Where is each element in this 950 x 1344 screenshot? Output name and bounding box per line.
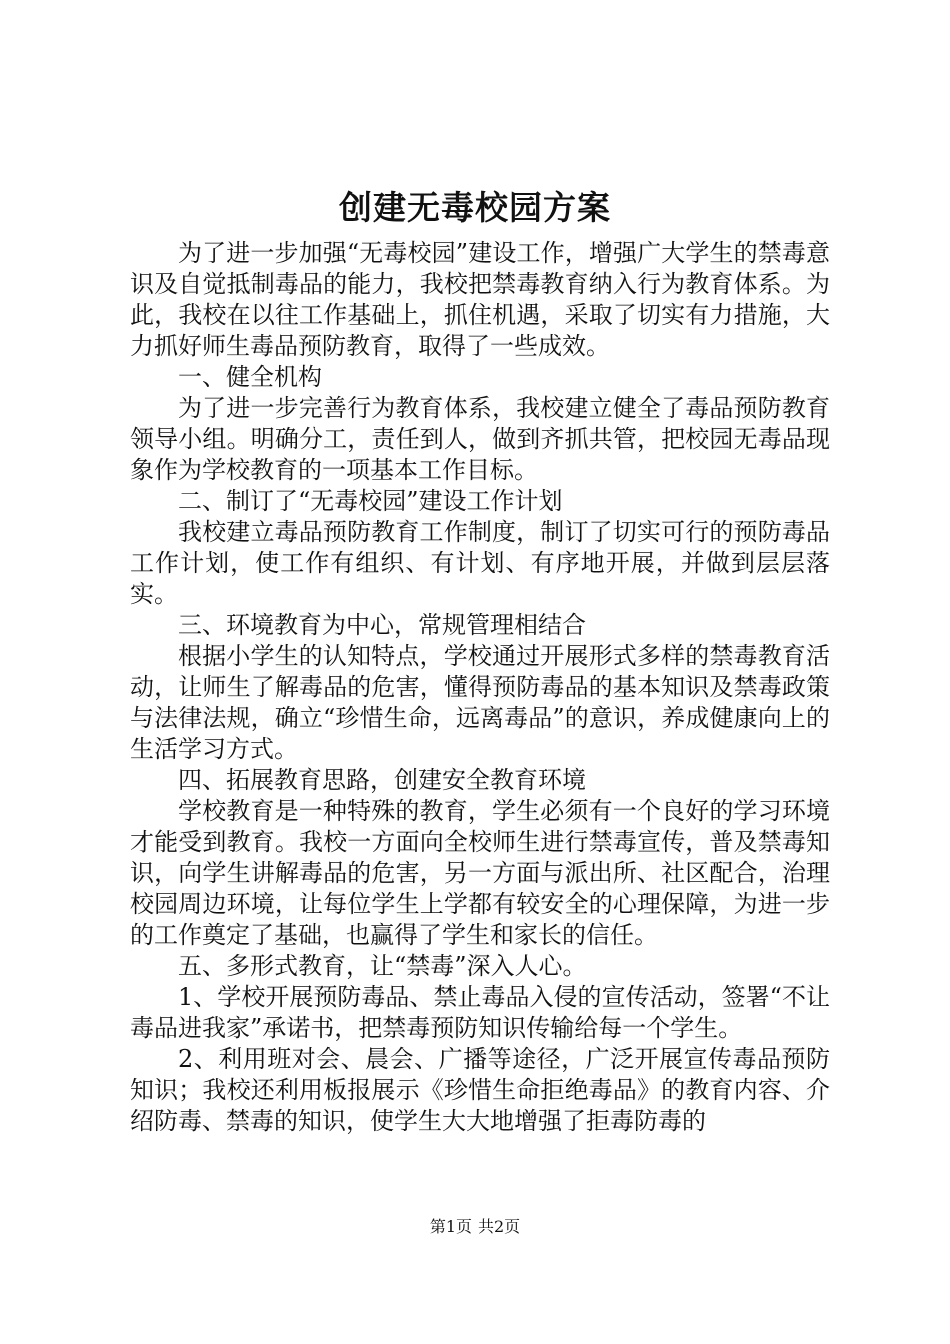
paragraph-3: 根据小学生的认知特点，学校通过开展形式多样的禁毒教育活动，让师生了解毒品的危害，懂得预防毒品的基本知识及禁毒政策与法律法规，确立“珍惜生命，远离毒品”的意识，养成健康向上的生活学习方式。 bbox=[130, 642, 830, 763]
section-heading-2: 二、制订了“无毒校园”建设工作计划 bbox=[178, 487, 563, 515]
section-heading-3: 三、环境教育为中心，常规管理相结合 bbox=[178, 611, 586, 639]
section-heading-5: 五、多形式教育，让“禁毒”深入人心。 bbox=[178, 952, 587, 980]
paragraph-intro: 为了进一步加强“无毒校园”建设工作，增强广大学生的禁毒意识及自觉抵制毒品的能力，我校把禁毒教育纳入行为教育体系。为此，我校在以往工作基础上，抓住机遇，采取了切实有力措施，大力抓好师生毒品预防教育，取得了一些成效。 bbox=[130, 239, 830, 360]
paragraph-2: 我校建立毒品预防教育工作制度，制订了切实可行的预防毒品工作计划，使工作有组织、有计划、有序地开展，并做到层层落实。 bbox=[130, 518, 830, 608]
document-body bbox=[130, 238, 830, 1137]
list-item-2: 2、利用班对会、晨会、广播等途径，广泛开展宣传毒品预防知识；我校还利用板报展示《珍惜生命拒绝毒品》的教育内容、介绍防毒、禁毒的知识，使学生大大地增强了拒毒防毒的 bbox=[130, 1045, 830, 1135]
page-total: 共2页 bbox=[478, 1217, 521, 1236]
page-footer bbox=[0, 1215, 950, 1239]
section-heading-4: 四、拓展教育思路，创建安全教育环境 bbox=[178, 766, 586, 794]
paragraph-1: 为了进一步完善行为教育体系，我校建立健全了毒品预防教育领导小组。明确分工，责任到人，做到齐抓共管，把校园无毒品现象作为学校教育的一项基本工作目标。 bbox=[130, 394, 830, 484]
page-number: 第1页 bbox=[429, 1217, 472, 1236]
list-item-1: 1、学校开展预防毒品、禁止毒品入侵的宣传活动，签署“不让毒品进我家”承诺书，把禁毒预防知识传输给每一个学生。 bbox=[130, 983, 830, 1042]
document-title: 创建无毒校园方案 bbox=[339, 188, 611, 227]
section-heading-1: 一、健全机构 bbox=[178, 363, 322, 391]
paragraph-4: 学校教育是一种特殊的教育，学生必须有一个良好的学习环境才能受到教育。我校一方面向全校师生进行禁毒宣传，普及禁毒知识，向学生讲解毒品的危害，另一方面与派出所、社区配合，治理校园周边环境，让每位学生上学都有较安全的心理保障，为进一步的工作奠定了基础，也赢得了学生和家长的信任。 bbox=[130, 797, 830, 949]
